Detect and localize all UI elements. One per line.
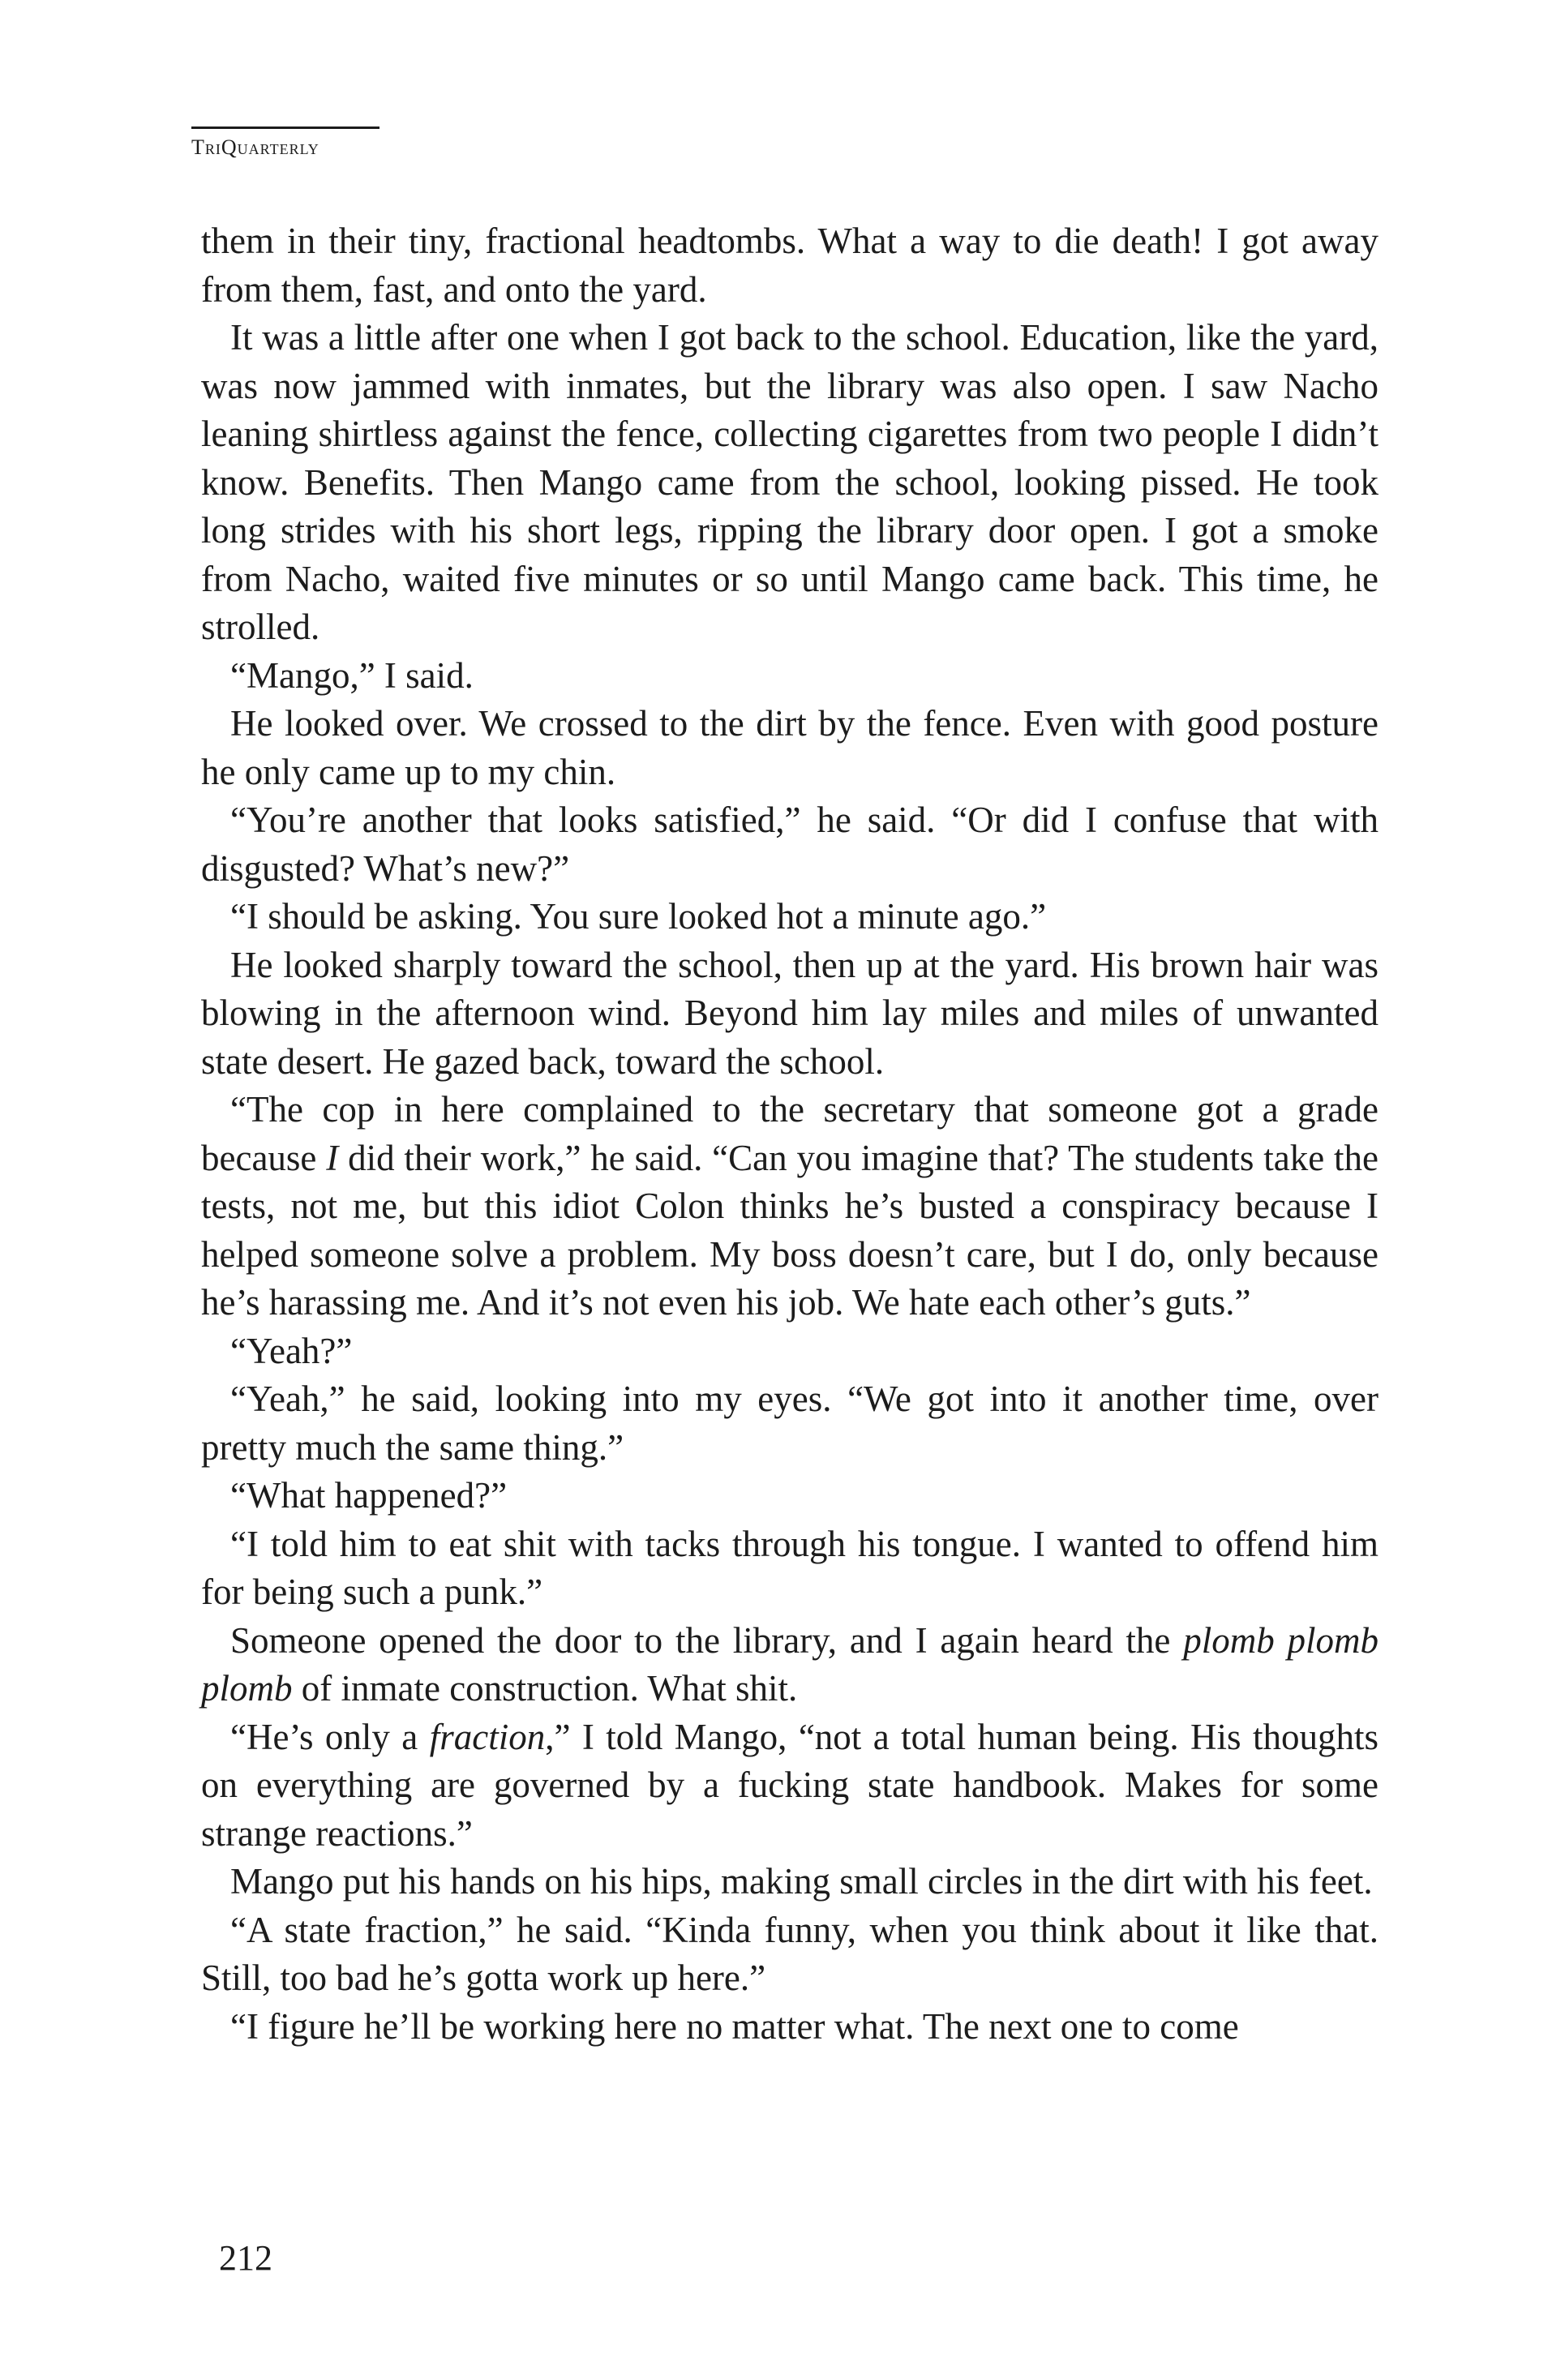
paragraph [201,217,1378,314]
text-run: It was a little after one when I got back to the school. Education, like the yard, was now jammed with inmates, but the library was also open. I saw Nacho leaning shirtless against the fence, collecting cigarettes from two people I didn’t know. Benefits. Then Mango came from the school, looking pissed. He took long strides with his short legs, ripping the library door open. I got a smoke from Nacho, waited five minutes or so until Mango came back. This time, he strolled. [201,317,1378,647]
text-run: “You’re another that looks satisfied,” he said. “Or did I confuse that with disgusted? What’s new?” [201,800,1378,889]
italic-text: plomb plomb plomb [201,1619,1378,1709]
text-run: “A state fraction,” he said. “Kinda funny, when you think about it like that. Still, too bad he’s gotta work up here.” [201,1909,1378,1998]
text-run: “The cop in here complained to the secretary that someone got a grade because [201,1089,1378,1178]
text-run: Mango put his hands on his hips, making small circles in the dirt with his feet. [230,1861,1373,1902]
text-run: He looked over. We crossed to the dirt by the fence. Even with good posture he only came up to my chin. [201,703,1378,792]
running-head [191,127,379,160]
paragraph [201,1713,1378,1859]
paragraph [201,1858,1378,1906]
text-run: “Yeah?” [230,1330,353,1371]
text-run: ,” I told Mango, “not a total human being. His thoughts on everything are governed by a fucking state handbook. Makes for some strange reactions.” [201,1716,1379,1854]
italic-text: I [326,1137,339,1178]
italic-text: fraction [429,1716,546,1757]
paragraph [201,700,1378,796]
text-run: “I figure he’ll be working here no matter what. The next one to come [230,2005,1239,2047]
paragraph [201,652,1378,701]
paragraph [201,1375,1378,1472]
text-run: “He’s only a [230,1716,430,1757]
text-run: “Mango,” I said. [230,654,474,696]
text-run: He looked sharply toward the school, then up at the yard. His brown hair was blowing in the afternoon wind. Beyond him lay miles and miles of unwanted state desert. He gazed back, toward the school. [201,944,1378,1082]
text-run: “What happened?” [230,1475,508,1516]
paragraph [201,893,1378,941]
text-run: “I told him to eat shit with tacks through his tongue. I wanted to offend him for being such a punk.” [201,1523,1378,1612]
page-number: 212 [219,2238,272,2278]
paragraph [201,1617,1378,1713]
paragraph [201,1327,1378,1376]
text-run: of inmate construction. What shit. [292,1668,798,1709]
text-run: Someone opened the door to the library, and I again heard the [230,1619,1184,1661]
paragraph [201,1906,1378,2003]
body-text [201,217,1378,2051]
paragraph [201,1472,1378,1520]
journal-title: TriQuarterly [191,135,319,159]
paragraph [201,1520,1378,1617]
paragraph [201,314,1378,652]
text-run: did their work,” he said. “Can you imagine that? The students take the tests, not me, but this idiot Colon thinks he’s busted a conspiracy because I helped someone solve a problem. My boss doesn’t care, but I do, only because he’s harassing me. And it’s not even his job. We hate each other’s guts.” [201,1137,1378,1323]
paragraph [201,2003,1378,2052]
paragraph [201,796,1378,893]
paragraph [201,1086,1378,1327]
text-run: “I should be asking. You sure looked hot a minute ago.” [230,896,1047,937]
text-run: them in their tiny, fractional headtombs. What a way to die death! I got away from them, fast, and onto the yard. [201,221,1378,310]
paragraph [201,941,1378,1087]
text-run: “Yeah,” he said, looking into my eyes. “We got into it another time, over pretty much the same thing.” [201,1379,1378,1468]
